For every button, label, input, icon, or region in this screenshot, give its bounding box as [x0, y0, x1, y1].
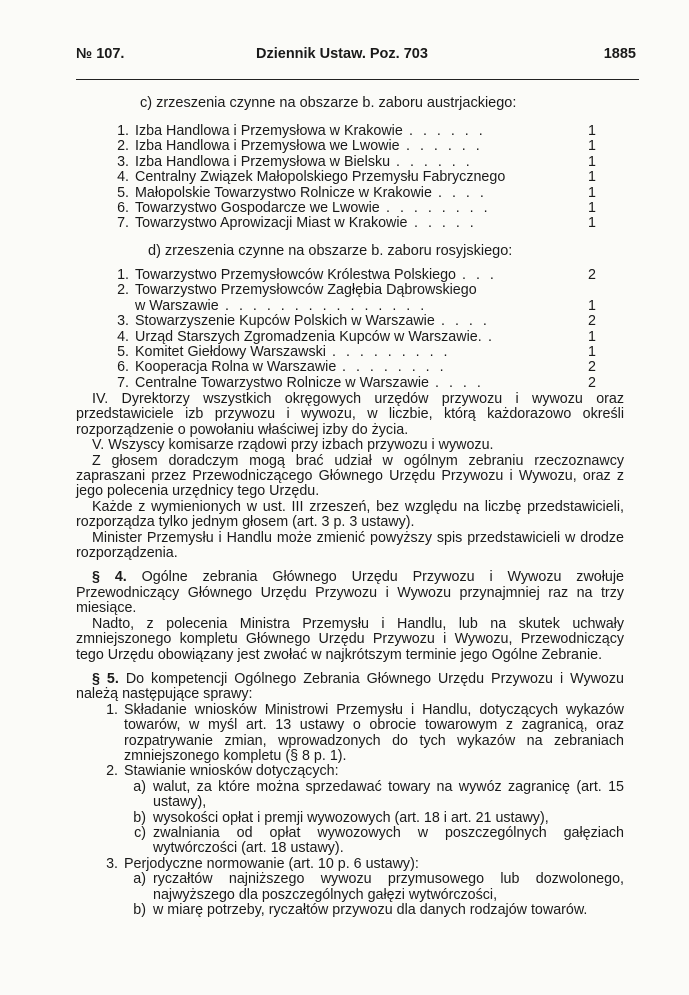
item-number: 1. [106, 701, 118, 718]
organization-name: Towarzystwo Aprowizacji Miast w Krakowie [135, 215, 408, 232]
sublist-label: c) [134, 824, 146, 841]
sublist-label: b) [133, 902, 146, 918]
section-4-paragraph-2: Nadto, z polecenia Ministra Przemysłu i Handlu, lub na skutek uchwały zmniejszonego kompletu Głównego Urzędu Przywozu i Wywozu, Przewodniczący tego Urzędu obowiązany jest zwołać w najkrótszym terminie jego Ogólne Zebranie. [76, 615, 624, 663]
section-4-label: § 4. [92, 569, 127, 586]
section-d-list [107, 268, 599, 391]
section-4-text: Ogólne zebrania Głównego Urzędu Przywozu i Wywozu zwołuje Przewodniczący Głównego Urzędu Przywozu i Wywozu przynajmniej raz na trzy miesiące. [76, 569, 624, 617]
sublist-item [124, 780, 624, 811]
section-5-item [96, 703, 624, 765]
list-row [107, 170, 599, 185]
list-row [107, 345, 599, 360]
leader-dots: . . . . . . . . [386, 199, 491, 216]
leader-dots: . [488, 328, 495, 345]
paragraph-v-label: V. [92, 437, 105, 454]
leader-dots: . . . . . . [406, 138, 483, 155]
section-5-label: § 5. [92, 670, 119, 687]
organization-name: Izba Handlowa i Przemysłowa w Krakowie [135, 123, 403, 139]
sublist-item [124, 903, 624, 918]
list-number: 3. [117, 153, 129, 170]
list-row [107, 268, 599, 283]
leader-dots: . . . . [435, 374, 484, 391]
representative-count: 1 [588, 343, 596, 360]
representative-count: 2 [588, 267, 596, 283]
list-number: 3. [117, 313, 129, 330]
paragraph-v-text: Wszyscy komisarze rządowi przy izbach przywozu i wywozu. [108, 437, 494, 454]
section-4 [76, 570, 624, 616]
organization-name: Centralny Związek Małopolskiego Przemysłu Fabrycznego [135, 169, 506, 186]
leader-dots: . . . . . [414, 215, 477, 232]
list-row [107, 155, 599, 170]
paragraph-advisory: Z głosem doradczym mogą brać udział w ogólnym zebraniu rzeczoznawcy zapraszani przez Przewodniczącego Głównego Urzędu Przywozu i Wywozu, oraz z jego polecenia urzędnicy tego Urzędu. [76, 452, 624, 500]
section-5-3-sublist [96, 872, 624, 918]
paragraph-iv [76, 392, 624, 438]
organization-name: Izba Handlowa i Przemysłowa we Lwowie [135, 138, 400, 155]
organization-name: w Warszawie [135, 297, 219, 314]
representative-count: 1 [588, 138, 596, 155]
item-text: Stawianie wniosków dotyczących: [124, 763, 339, 780]
sublist-text: ryczałtów najniższego wywozu przymusowego lub dozwolonego, najwyższego dla poszczególnych gałęzi wytwórczości, [153, 871, 624, 903]
sublist-label: a) [133, 871, 146, 888]
sublist-text: wysokości opłat i premji wywozowych (art. 18 i art. 21 ustawy), [153, 809, 549, 826]
organization-name: Towarzystwo Przemysłowców Zagłębia Dąbrowskiego [135, 282, 477, 299]
section-5-list [76, 703, 624, 919]
list-row [107, 139, 599, 154]
list-number: 6. [117, 199, 129, 216]
representative-count: 1 [588, 328, 596, 345]
list-number: 6. [117, 359, 129, 376]
item-text: Perjodyczne normowanie (art. 10 p. 6 ustawy): [124, 855, 419, 872]
list-row [107, 360, 599, 375]
sublist-text: zwalniania od opłat wywozowych w poszczególnych gałęziach wytwórczości (art. 18 ustawy). [153, 824, 624, 857]
representative-count: 1 [588, 169, 596, 186]
representative-count: 1 [588, 297, 596, 314]
section-5-item [96, 764, 624, 779]
paragraph-iv-text: Dyrektorzy wszystkich okręgowych urzędów przywozu i wywozu oraz przedstawiciele izb przywozu i wywozu, w liczbie, którą każdorazowo określi rozporządzenie o powołaniu właściwej izby do życia. [76, 391, 625, 438]
paragraph-iv-label: IV. [92, 391, 109, 407]
organization-name: Urząd Starszych Zgromadzenia Kupców w Warszawie. [135, 328, 482, 345]
organization-name: Stowarzyszenie Kupców Polskich w Warszawie [135, 313, 435, 330]
sublist-item [124, 826, 624, 857]
leader-dots: . . . . . . [396, 153, 473, 170]
body-text [76, 392, 624, 918]
item-number: 3. [106, 855, 118, 872]
list-number: 1. [117, 267, 129, 283]
sublist-item [124, 811, 624, 826]
representative-count: 2 [588, 313, 596, 330]
issue-number: № 107. [76, 46, 125, 62]
list-number: 5. [117, 184, 129, 201]
list-number: 1. [117, 123, 129, 139]
section-d-heading: d) zrzeszenia czynne na obszarze b. zaboru rosyjskiego: [148, 243, 513, 259]
page-number: 1885 [603, 46, 636, 62]
list-number: 5. [117, 343, 129, 360]
sublist-text: walut, za które można sprzedawać towary na wywóz zagranicę (art. 15 ustawy), [153, 778, 624, 811]
list-number: 7. [117, 374, 129, 391]
section-5-text: Do kompetencji Ogólnego Zebrania Głównego Urzędu Przywozu i Wywozu należą następujące sprawy: [76, 670, 624, 703]
list-number: 2. [117, 138, 129, 155]
leader-dots: . . . . . . . . [342, 359, 447, 376]
section-5-2-sublist [96, 780, 624, 857]
journal-title: Dziennik Ustaw. Poz. 703 [256, 46, 428, 62]
page-header [76, 47, 636, 67]
representative-count: 2 [588, 374, 596, 391]
organization-name: Komitet Giełdowy Warszawski [135, 343, 326, 360]
leader-dots: . . . . . . . . . . . . . . . [225, 297, 428, 314]
paragraph-v [76, 438, 624, 453]
list-row [107, 330, 599, 345]
organization-name: Towarzystwo Gospodarcze we Lwowie [135, 199, 380, 216]
organization-name: Towarzystwo Przemysłowców Królestwa Polskiego [135, 267, 456, 283]
list-number: 4. [117, 328, 129, 345]
list-row [107, 376, 599, 391]
sublist-label: a) [133, 778, 146, 795]
leader-dots: . . . . [441, 313, 490, 330]
sublist-item [124, 872, 624, 903]
list-row [107, 216, 599, 231]
representative-count: 1 [588, 199, 596, 216]
leader-dots: . . . . . . [409, 123, 486, 139]
section-c-list [107, 124, 599, 232]
section-5-item [96, 857, 624, 872]
sublist-text: w miarę potrzeby, ryczałtów przywozu dla danych rodzajów towarów. [153, 902, 588, 918]
organization-name: Kooperacja Rolna w Warszawie [135, 359, 337, 376]
list-number: 2. [117, 282, 129, 299]
list-row [107, 283, 599, 298]
leader-dots: . . . . [438, 184, 487, 201]
representative-count: 2 [588, 359, 596, 376]
representative-count: 1 [588, 215, 596, 232]
section-5 [76, 672, 624, 703]
header-rule [76, 79, 639, 80]
list-row [107, 299, 599, 314]
list-row [107, 186, 599, 201]
list-number: 4. [117, 169, 129, 186]
list-row [107, 124, 599, 139]
paragraph-votes: Każde z wymienionych w ust. III zrzeszeń, bez względu na liczbę przedstawicieli, rozporządza tylko jednym głosem (art. 3 p. 3 ustawy). [76, 498, 624, 531]
organization-name: Centralne Towarzystwo Rolnicze w Warszawie [135, 374, 429, 391]
representative-count: 1 [588, 123, 596, 139]
leader-dots: . . . [462, 267, 497, 283]
organization-name: Izba Handlowa i Przemysłowa w Bielsku [135, 153, 391, 170]
list-number: 7. [117, 215, 129, 232]
paragraph-minister: Minister Przemysłu i Handlu może zmienić powyższy spis przedstawicieli w drodze rozporządzenia. [76, 529, 624, 562]
sublist-label: b) [133, 809, 146, 826]
representative-count: 1 [588, 184, 596, 201]
list-row [107, 201, 599, 216]
representative-count: 1 [588, 153, 596, 170]
section-c-heading: c) zrzeszenia czynne na obszarze b. zaboru austrjackiego: [140, 95, 517, 111]
item-text: Składanie wniosków Ministrowi Przemysłu i Handlu, dotyczących wykazów towarów, w myśl art. 13 ustawy o obrocie towarowym z zagranicą, oraz rozpatrywanie zmian, wprowadzonych do tych wykazów na zebraniach zmniejszonego kompletu (§ 8 p. 1). [124, 701, 624, 764]
leader-dots: . . . . . . . . . [332, 343, 451, 360]
item-number: 2. [106, 763, 118, 780]
list-row [107, 314, 599, 329]
organization-name: Małopolskie Towarzystwo Rolnicze w Krakowie [135, 184, 432, 201]
